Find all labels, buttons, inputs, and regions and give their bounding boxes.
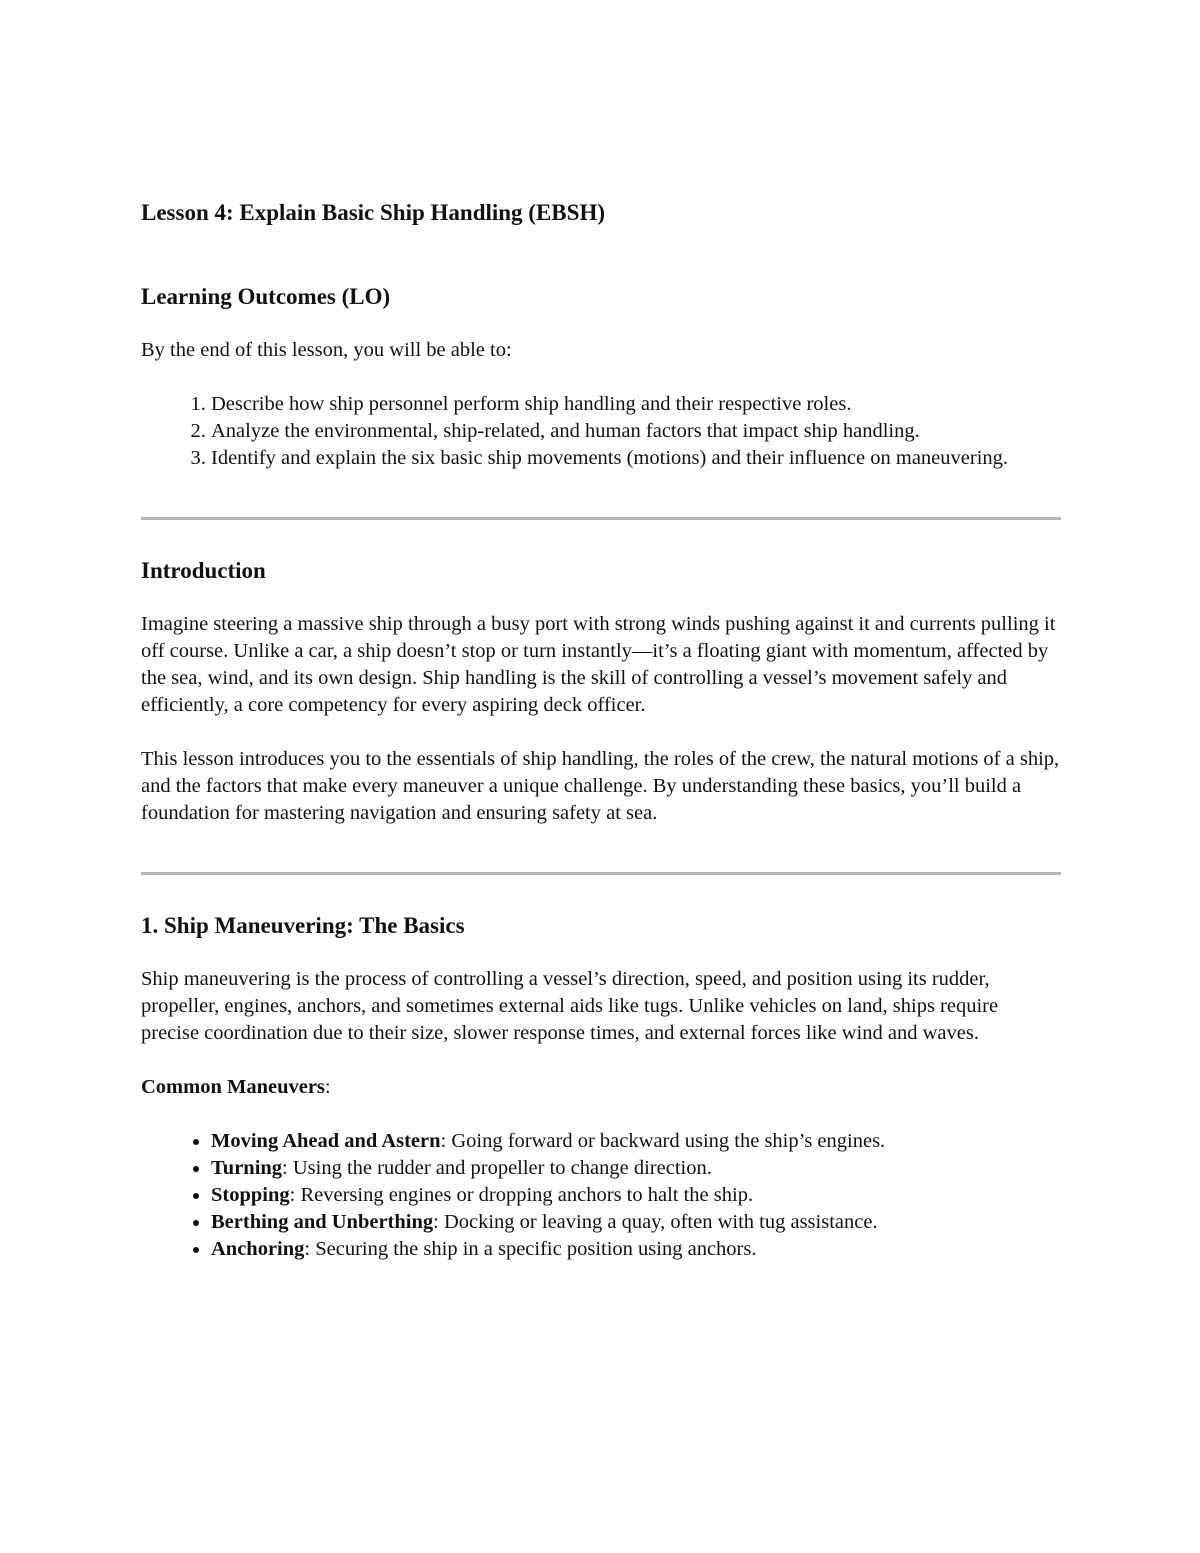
section-divider [141,872,1061,875]
learning-outcomes-list [141,391,1061,472]
list-item [211,1236,1061,1263]
maneuver-desc: : Reversing engines or dropping anchors to halt the ship. [289,1184,754,1206]
introduction-heading: Introduction [141,558,266,583]
list-item: 3. Identify and explain the six basic ship movements (motions) and their influence on maneuvering. [211,445,1061,472]
maneuver-term: Moving Ahead and Astern [211,1130,441,1152]
list-item [211,1155,1061,1182]
list-item: 2. Analyze the environmental, ship-related, and human factors that impact ship handling. [211,418,1061,445]
section-divider [141,517,1061,520]
learning-outcomes-intro: By the end of this lesson, you will be able to: [141,339,512,361]
maneuver-term: Stopping [211,1184,290,1206]
maneuver-desc: : Going forward or backward using the ship’s engines. [440,1130,886,1152]
introduction-paragraph-1: Imagine steering a massive ship through a busy port with strong winds pushing against it and currents pulling it off course. Unlike a car, a ship doesn’t stop or turn instantly—it’s a floating giant with momentum, affected by the sea, wind, and its own design. Ship handling is the skill of controlling a vessel’s movement safely and efficiently, a core competency for every aspiring deck officer. [141,613,1056,716]
maneuvers-list [141,1128,1061,1263]
introduction-paragraph-2: This lesson introduces you to the essentials of ship handling, the roles of the crew, the natural motions of a ship, and the factors that make every maneuver a unique challenge. By understanding these basics, you’ll build a foundation for mastering navigation and ensuring safety at sea. [141,748,1060,824]
document-page [141,196,1061,1263]
common-maneuvers-label [141,1074,1061,1101]
maneuver-term: Turning [211,1157,283,1179]
maneuver-term: Anchoring [211,1238,305,1260]
maneuver-term: Berthing and Unberthing [211,1211,434,1233]
common-maneuvers-colon: : [324,1076,331,1098]
list-item: 1. Describe how ship personnel perform ship handling and their respective roles. [211,391,1061,418]
list-item [211,1209,1061,1236]
learning-outcomes-heading: Learning Outcomes (LO) [141,284,391,309]
section-1-heading: 1. Ship Maneuvering: The Basics [141,913,465,938]
section-1-paragraph: Ship maneuvering is the process of controlling a vessel’s direction, speed, and position using its rudder, propeller, engines, anchors, and sometimes external aids like tugs. Unlike vehicles on land, ships require precise coordination due to their size, slower response times, and external forces like wind and waves. [141,968,999,1044]
page-title: Lesson 4: Explain Basic Ship Handling (EBSH) [141,200,605,225]
list-item [211,1182,1061,1209]
maneuver-desc: : Using the rudder and propeller to change direction. [282,1157,712,1179]
common-maneuvers-term: Common Maneuvers [141,1076,325,1098]
maneuver-desc: : Docking or leaving a quay, often with tug assistance. [433,1211,878,1233]
list-item [211,1128,1061,1155]
maneuver-desc: : Securing the ship in a specific position using anchors. [304,1238,757,1260]
